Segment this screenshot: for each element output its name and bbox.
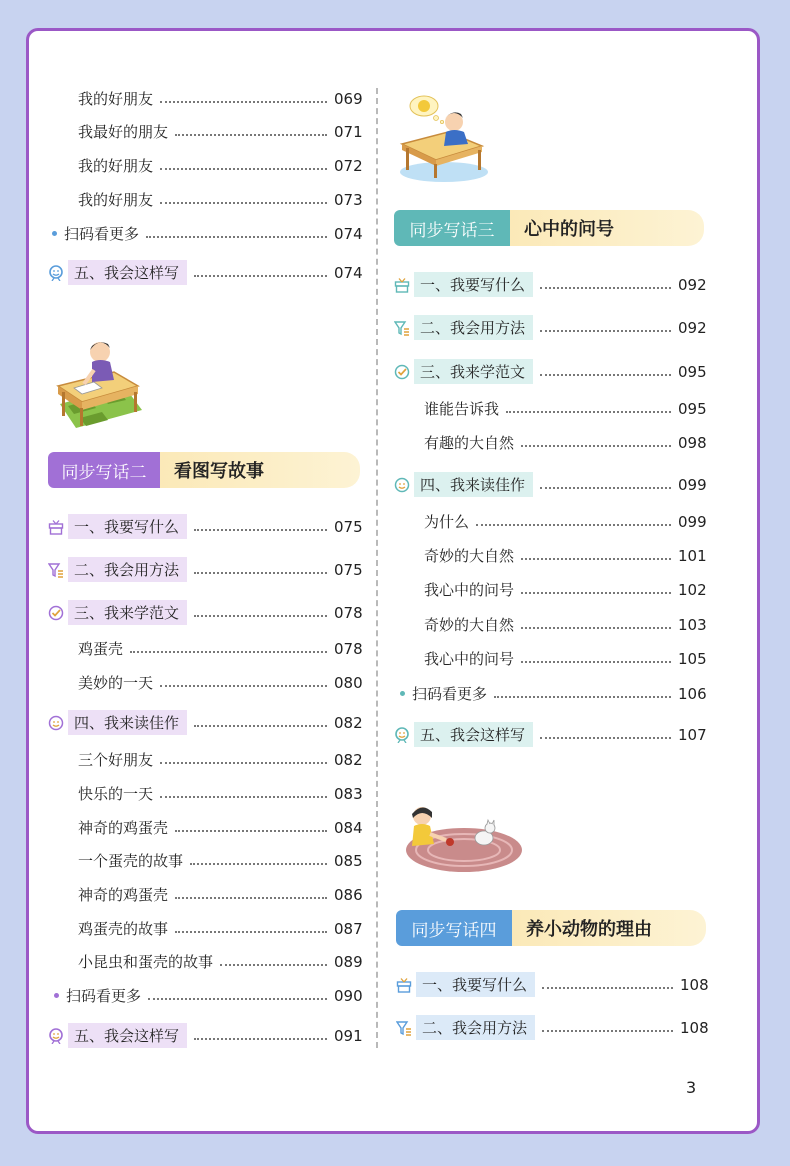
section-title: 一、我要写什么: [68, 514, 187, 539]
gift-icon: [394, 277, 410, 293]
bullet-dot: [54, 993, 59, 998]
unit-title: 心中的问号: [510, 210, 704, 246]
section-title: 三、我来学范文: [414, 359, 533, 384]
toc-entry[interactable]: [78, 850, 362, 871]
entry-title: 快乐的一天: [78, 785, 154, 803]
entry-title: 扫码看更多: [66, 987, 142, 1005]
section-title: 五、我会这样写: [414, 722, 533, 747]
unit-title: 养小动物的理由: [512, 910, 706, 946]
leader-dots: [506, 411, 671, 413]
entry-page: 080: [334, 673, 363, 692]
entry-title: 奇妙的大自然: [424, 616, 515, 634]
leader-dots: [175, 897, 327, 899]
toc-entry-scan[interactable]: [54, 985, 362, 1006]
toc-entry[interactable]: [78, 884, 362, 905]
entry-title: 一个蛋壳的故事: [78, 852, 184, 870]
entry-page: 108: [680, 975, 709, 994]
entry-page: 091: [334, 1026, 363, 1045]
section-title: 五、我会这样写: [68, 1023, 187, 1048]
entry-title: 为什么: [424, 513, 470, 531]
section-title: 四、我来读佳作: [68, 710, 187, 735]
section-title: 一、我要写什么: [416, 972, 535, 997]
toc-section[interactable]: [48, 600, 362, 625]
unit-title: 看图写故事: [160, 452, 360, 488]
leader-dots: [190, 863, 327, 865]
leader-dots: [175, 931, 327, 933]
leader-dots: [540, 374, 671, 376]
entry-title: 奇妙的大自然: [424, 547, 515, 565]
toc-entry[interactable]: [78, 155, 362, 176]
leader-dots: [540, 737, 671, 739]
toc-section[interactable]: [396, 972, 708, 997]
smile-icon: [48, 1028, 64, 1044]
leader-dots: [521, 445, 671, 447]
entry-page: 099: [678, 512, 707, 531]
toc-entry[interactable]: [424, 511, 706, 532]
toc-entry[interactable]: [78, 817, 362, 838]
section-title: 一、我要写什么: [414, 272, 533, 297]
bullet-dot: [52, 231, 57, 236]
entry-title: 我的好朋友: [78, 90, 154, 108]
leader-dots: [194, 1038, 327, 1040]
entry-title: 扫码看更多: [412, 685, 488, 703]
entry-title: 我的好朋友: [78, 191, 154, 209]
entry-page: 090: [334, 986, 363, 1005]
entry-title: 谁能告诉我: [424, 400, 500, 418]
leader-dots: [521, 661, 671, 663]
check-circle-icon: [48, 605, 64, 621]
unit-banner: [394, 210, 704, 246]
bullet-dot: [400, 691, 405, 696]
toc-section[interactable]: [48, 710, 362, 735]
entry-page: 092: [678, 318, 707, 337]
smile-icon: [394, 727, 410, 743]
entry-page: 105: [678, 649, 707, 668]
toc-entry[interactable]: [78, 783, 362, 804]
toc-entry[interactable]: [78, 88, 362, 109]
toc-section[interactable]: [394, 722, 706, 747]
gift-icon: [48, 519, 64, 535]
toc-entry-scan[interactable]: [400, 683, 706, 704]
leader-dots: [160, 762, 327, 764]
leader-dots: [220, 964, 327, 966]
toc-entry[interactable]: [424, 579, 706, 600]
leader-dots: [146, 236, 327, 238]
entry-page: 074: [334, 224, 363, 243]
boy-thinking-illustration: [398, 88, 494, 188]
section-title: 二、我会用方法: [416, 1015, 535, 1040]
entry-page: 082: [334, 713, 363, 732]
toc-entry[interactable]: [78, 918, 362, 939]
leader-dots: [175, 830, 327, 832]
entry-title: 三个好朋友: [78, 751, 154, 769]
toc-section[interactable]: [48, 1023, 362, 1048]
entry-page: 103: [678, 615, 707, 634]
gift-icon: [396, 977, 412, 993]
section-title: 三、我来学范文: [68, 600, 187, 625]
filter-icon: [396, 1020, 412, 1036]
toc-entry[interactable]: [424, 398, 706, 419]
leader-dots: [194, 725, 327, 727]
entry-page: 098: [678, 433, 707, 452]
toc-entry[interactable]: [78, 749, 362, 770]
leader-dots: [160, 685, 327, 687]
leader-dots: [521, 558, 671, 560]
toc-entry[interactable]: [78, 951, 362, 972]
toc-section[interactable]: [394, 359, 706, 384]
entry-page: 095: [678, 399, 707, 418]
leader-dots: [494, 696, 671, 698]
entry-title: 神奇的鸡蛋壳: [78, 819, 169, 837]
girl-cat-illustration: [396, 800, 524, 880]
leader-dots: [194, 615, 327, 617]
boy-writing-illustration: [50, 334, 146, 434]
entry-title: 小昆虫和蛋壳的故事: [78, 953, 214, 971]
toc-section[interactable]: [396, 1015, 708, 1040]
smile-icon: [394, 477, 410, 493]
entry-page: 084: [334, 818, 363, 837]
leader-dots: [148, 998, 327, 1000]
entry-title: 鸡蛋壳: [78, 640, 124, 658]
leader-dots: [476, 524, 671, 526]
entry-page: 085: [334, 851, 363, 870]
entry-title: 鸡蛋壳的故事: [78, 920, 169, 938]
leader-dots: [540, 330, 671, 332]
entry-page: 106: [678, 684, 707, 703]
filter-icon: [48, 562, 64, 578]
entry-page: 083: [334, 784, 363, 803]
unit-tag: 同步写话三: [394, 210, 510, 246]
toc-entry[interactable]: [78, 189, 362, 210]
column-divider: [376, 88, 378, 1048]
leader-dots: [160, 168, 327, 170]
section-title: 四、我来读佳作: [414, 472, 533, 497]
filter-icon: [394, 320, 410, 336]
leader-dots: [521, 627, 671, 629]
entry-page: 071: [334, 122, 363, 141]
toc-section[interactable]: [394, 315, 706, 340]
leader-dots: [130, 651, 327, 653]
toc-entry[interactable]: [78, 121, 362, 142]
toc-entry[interactable]: [78, 638, 362, 659]
entry-page: 072: [334, 156, 363, 175]
entry-title: 我心中的问号: [424, 650, 515, 668]
smile-icon: [48, 715, 64, 731]
entry-page: 108: [680, 1018, 709, 1037]
entry-page: 107: [678, 725, 707, 744]
entry-title: 扫码看更多: [64, 225, 140, 243]
unit-tag: 同步写话二: [48, 452, 160, 488]
entry-page: 082: [334, 750, 363, 769]
leader-dots: [540, 487, 671, 489]
section-title: 二、我会用方法: [68, 557, 187, 582]
entry-page: 075: [334, 517, 363, 536]
leader-dots: [194, 572, 327, 574]
section-title: 二、我会用方法: [414, 315, 533, 340]
leader-dots: [175, 134, 327, 136]
toc-section[interactable]: [394, 472, 706, 497]
unit-tag: 同步写话四: [396, 910, 512, 946]
entry-title: 美妙的一天: [78, 674, 154, 692]
entry-page: 099: [678, 475, 707, 494]
leader-dots: [540, 287, 671, 289]
section-title: 五、我会这样写: [68, 260, 187, 285]
leader-dots: [160, 796, 327, 798]
toc-section[interactable]: [48, 260, 362, 285]
leader-dots: [194, 529, 327, 531]
leader-dots: [521, 592, 671, 594]
check-circle-icon: [394, 364, 410, 380]
entry-page: 073: [334, 190, 363, 209]
entry-title: 我心中的问号: [424, 581, 515, 599]
toc-section[interactable]: [394, 272, 706, 297]
toc-entry[interactable]: [424, 545, 706, 566]
entry-title: 我最好的朋友: [78, 123, 169, 141]
toc-section[interactable]: [48, 557, 362, 582]
unit-banner: [396, 910, 706, 946]
entry-title: 神奇的鸡蛋壳: [78, 886, 169, 904]
entry-page: 069: [334, 89, 363, 108]
unit-banner: [48, 452, 360, 488]
entry-page: 102: [678, 580, 707, 599]
entry-page: 089: [334, 952, 363, 971]
toc-entry-scan[interactable]: [52, 223, 362, 244]
entry-title: 我的好朋友: [78, 157, 154, 175]
toc-entry[interactable]: [424, 432, 706, 453]
entry-page: 078: [334, 603, 363, 622]
entry-page: 074: [334, 263, 363, 282]
entry-page: 075: [334, 560, 363, 579]
entry-page: 078: [334, 639, 363, 658]
entry-page: 095: [678, 362, 707, 381]
entry-page: 092: [678, 275, 707, 294]
toc-section[interactable]: [48, 514, 362, 539]
leader-dots: [542, 987, 673, 989]
leader-dots: [194, 275, 327, 277]
leader-dots: [542, 1030, 673, 1032]
toc-entry[interactable]: [424, 648, 706, 669]
toc-entry[interactable]: [424, 614, 706, 635]
leader-dots: [160, 202, 327, 204]
entry-title: 有趣的大自然: [424, 434, 515, 452]
toc-entry[interactable]: [78, 672, 362, 693]
entry-page: 086: [334, 885, 363, 904]
page-number: 3: [686, 1078, 697, 1097]
entry-page: 087: [334, 919, 363, 938]
leader-dots: [160, 101, 327, 103]
smile-icon: [48, 265, 64, 281]
entry-page: 101: [678, 546, 707, 565]
